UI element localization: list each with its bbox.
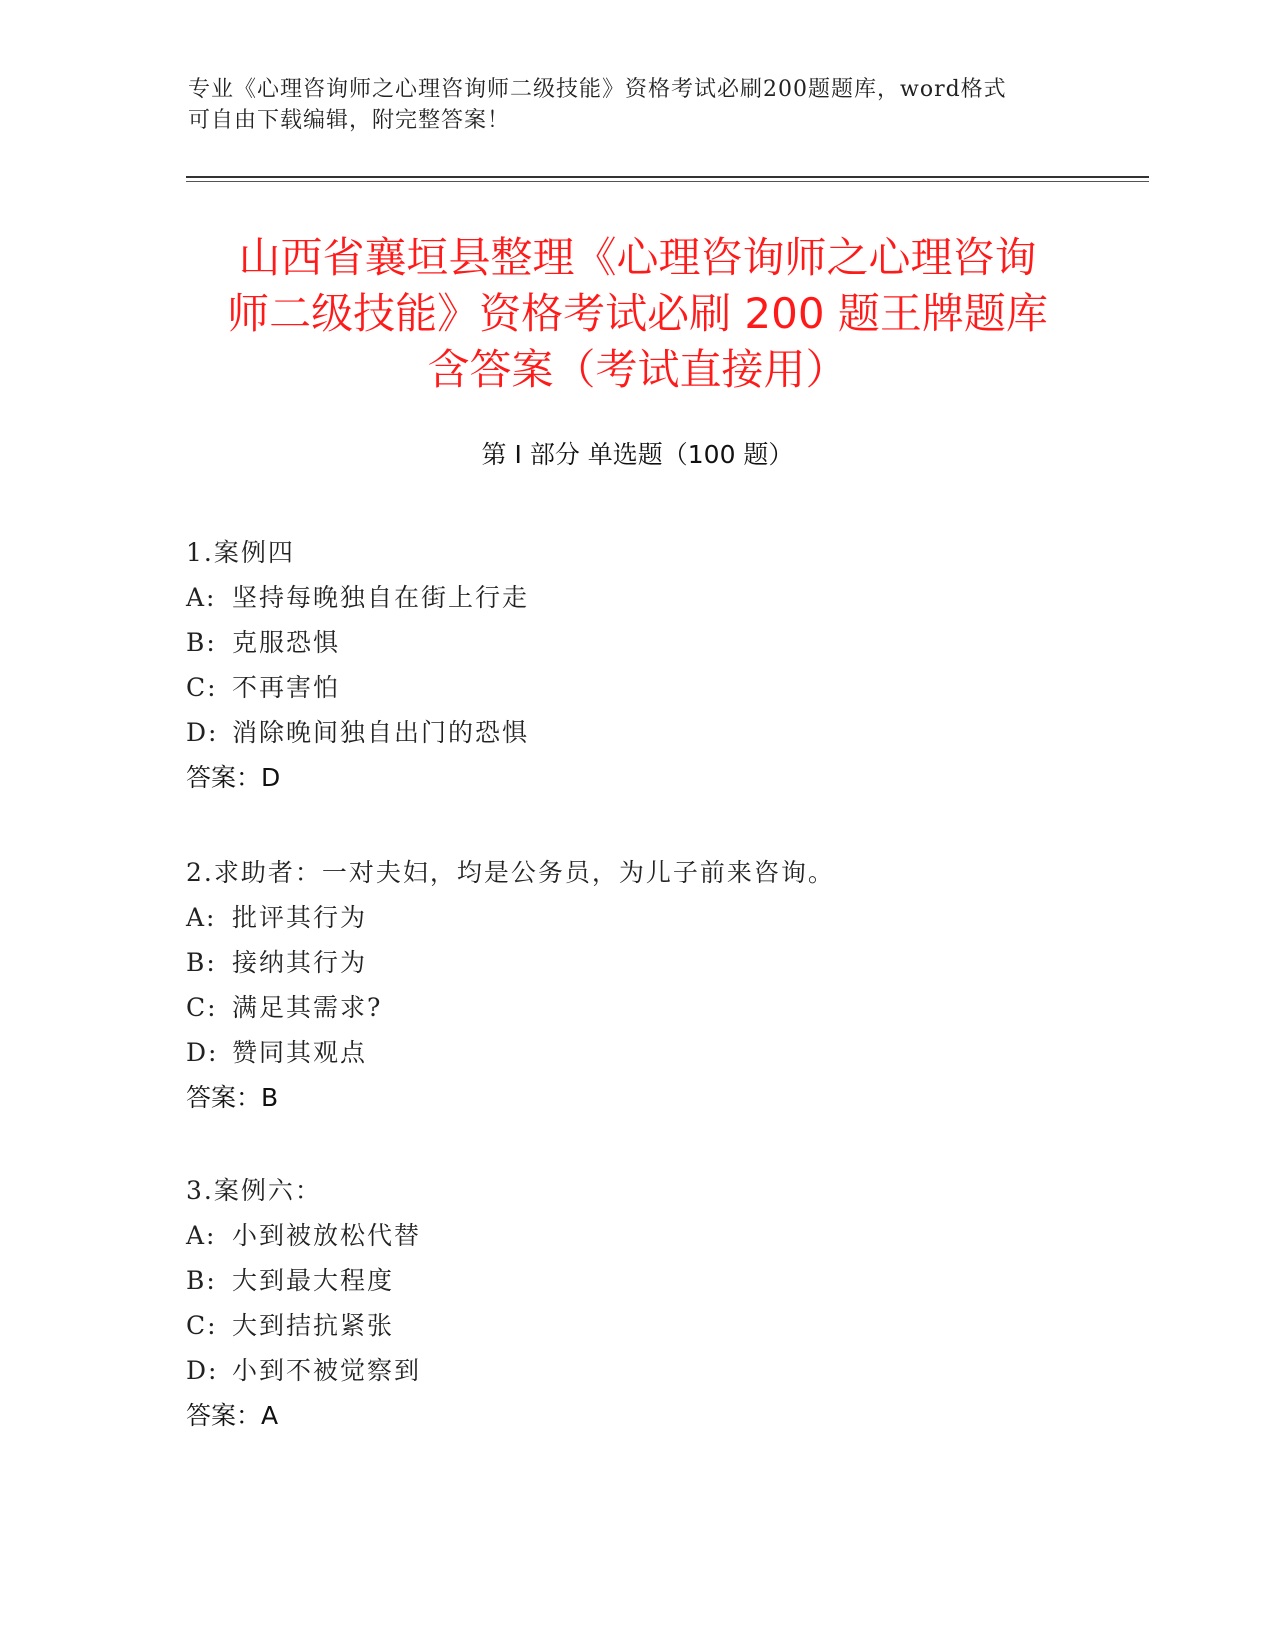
option-text: 小到不被觉察到 (232, 1356, 422, 1385)
answer: 答案：D (186, 763, 281, 792)
option-letter: D: (186, 718, 219, 747)
option-c (186, 985, 1086, 1030)
question-stem: 2.求助者：一对夫妇，均是公务员，为儿子前来咨询。 (186, 858, 835, 887)
option-letter: D: (186, 1038, 219, 1067)
option-text: 接纳其行为 (232, 948, 368, 977)
option-text: 不再害怕 (232, 673, 341, 702)
option-letter: B: (186, 628, 217, 657)
option-c (186, 665, 1086, 710)
option-d (186, 1348, 1086, 1393)
option-letter: D: (186, 1356, 219, 1385)
option-letter: C: (186, 673, 218, 702)
option-text: 批评其行为 (232, 903, 368, 932)
option-d (186, 1030, 1086, 1075)
option-letter: A: (186, 903, 217, 932)
option-a (186, 895, 1086, 940)
option-text: 赞同其观点 (232, 1038, 368, 1067)
option-text: 大到最大程度 (232, 1266, 395, 1295)
question-stem: 3.案例六： (186, 1176, 322, 1205)
question-1 (186, 530, 1086, 800)
document-title (150, 230, 1125, 398)
header-note-line-1: 专业《心理咨询师之心理咨询师二级技能》资格考试必刷200题题库，word格式 (188, 77, 1007, 102)
section-heading: 第 I 部分 单选题（100 题） (481, 440, 794, 469)
option-letter: A: (186, 1221, 217, 1250)
option-text: 满足其需求? (232, 993, 383, 1022)
option-letter: B: (186, 948, 217, 977)
question-3 (186, 1168, 1086, 1438)
option-text: 克服恐惧 (232, 628, 341, 657)
option-letter: B: (186, 1266, 217, 1295)
option-text: 消除晚间独自出门的恐惧 (232, 718, 530, 747)
option-text: 小到被放松代替 (232, 1221, 422, 1250)
document-title-line-2: 师二级技能》资格考试必刷 200 题王牌题库 (227, 289, 1048, 338)
answer: 答案：B (186, 1083, 279, 1112)
option-a (186, 575, 1086, 620)
option-letter: C: (186, 1311, 218, 1340)
option-b (186, 620, 1086, 665)
option-a (186, 1213, 1086, 1258)
document-title-line-3: 含答案（考试直接用） (427, 345, 848, 394)
option-b (186, 940, 1086, 985)
question-stem: 1.案例四 (186, 538, 295, 567)
header-note (188, 74, 1068, 136)
option-d (186, 710, 1086, 755)
answer: 答案：A (186, 1401, 279, 1430)
question-2 (186, 850, 1086, 1120)
header-divider-thin (186, 181, 1149, 182)
option-text: 坚持每晚独自在街上行走 (232, 583, 530, 612)
header-note-line-2: 可自由下载编辑，附完整答案！ (188, 108, 511, 133)
option-letter: A: (186, 583, 217, 612)
option-text: 大到拮抗紧张 (232, 1311, 395, 1340)
option-c (186, 1303, 1086, 1348)
option-b (186, 1258, 1086, 1303)
header-divider-thick (186, 176, 1149, 178)
document-title-line-1: 山西省襄垣县整理《心理咨询师之心理咨询 (238, 233, 1037, 282)
option-letter: C: (186, 993, 218, 1022)
